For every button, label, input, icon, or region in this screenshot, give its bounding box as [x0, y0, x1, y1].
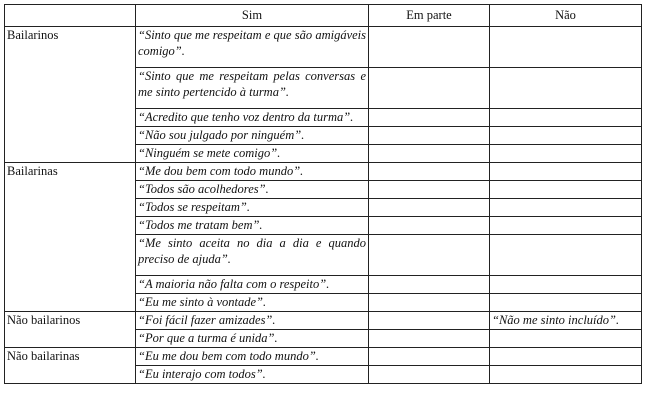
- sim-cell: “Sinto que me respeitam pelas conversas e me sinto pertencido à turma”.: [136, 68, 369, 109]
- em-parte-cell: [369, 294, 490, 312]
- nao-cell: [490, 330, 642, 348]
- table-row: [5, 348, 642, 366]
- em-parte-cell: [369, 312, 490, 330]
- nao-cell: [490, 294, 642, 312]
- nao-cell: [490, 181, 642, 199]
- header-row: [5, 5, 642, 27]
- sim-cell: “Me dou bem com todo mundo”.: [136, 163, 369, 181]
- sim-cell: “Acredito que tenho voz dentro da turma”.: [136, 109, 369, 127]
- em-parte-cell: [369, 145, 490, 163]
- em-parte-cell: [369, 366, 490, 384]
- sim-cell: “Foi fácil fazer amizades”.: [136, 312, 369, 330]
- em-parte-cell: [369, 199, 490, 217]
- group-label-nao-bailarinas: Não bailarinas: [5, 348, 136, 384]
- nao-cell: “Não me sinto incluído”.: [490, 312, 642, 330]
- group-label-bailarinas: Bailarinas: [5, 163, 136, 312]
- nao-cell: [490, 366, 642, 384]
- table-row: [5, 312, 642, 330]
- sim-cell: “A maioria não falta com o respeito”.: [136, 276, 369, 294]
- sim-cell: “Todos me tratam bem”.: [136, 217, 369, 235]
- em-parte-cell: [369, 27, 490, 68]
- em-parte-cell: [369, 235, 490, 276]
- header-em-parte: Em parte: [369, 5, 490, 27]
- sim-cell: “Por que a turma é unida”.: [136, 330, 369, 348]
- nao-cell: [490, 217, 642, 235]
- em-parte-cell: [369, 163, 490, 181]
- sim-cell: “Eu interajo com todos”.: [136, 366, 369, 384]
- nao-cell: [490, 68, 642, 109]
- header-nao: Não: [490, 5, 642, 27]
- em-parte-cell: [369, 276, 490, 294]
- nao-cell: [490, 348, 642, 366]
- header-group: [5, 5, 136, 27]
- nao-cell: [490, 276, 642, 294]
- em-parte-cell: [369, 348, 490, 366]
- nao-cell: [490, 235, 642, 276]
- nao-cell: [490, 27, 642, 68]
- sim-cell: “Me sinto aceita no dia a dia e quando preciso de ajuda”.: [136, 235, 369, 276]
- nao-cell: [490, 163, 642, 181]
- sim-cell: “Todos são acolhedores”.: [136, 181, 369, 199]
- nao-cell: [490, 109, 642, 127]
- sim-cell: “Todos se respeitam”.: [136, 199, 369, 217]
- em-parte-cell: [369, 330, 490, 348]
- header-sim: Sim: [136, 5, 369, 27]
- nao-cell: [490, 199, 642, 217]
- responses-table: [4, 4, 642, 384]
- group-label-nao-bailarinos: Não bailarinos: [5, 312, 136, 348]
- em-parte-cell: [369, 68, 490, 109]
- sim-cell: “Não sou julgado por ninguém”.: [136, 127, 369, 145]
- em-parte-cell: [369, 109, 490, 127]
- sim-cell: “Eu me dou bem com todo mundo”.: [136, 348, 369, 366]
- nao-cell: [490, 145, 642, 163]
- table-row: [5, 163, 642, 181]
- group-label-bailarinos: Bailarinos: [5, 27, 136, 163]
- sim-cell: “Sinto que me respeitam e que são amigáveis comigo”.: [136, 27, 369, 68]
- nao-cell: [490, 127, 642, 145]
- sim-cell: “Ninguém se mete comigo”.: [136, 145, 369, 163]
- em-parte-cell: [369, 127, 490, 145]
- table-row: [5, 27, 642, 68]
- em-parte-cell: [369, 181, 490, 199]
- em-parte-cell: [369, 217, 490, 235]
- sim-cell: “Eu me sinto à vontade”.: [136, 294, 369, 312]
